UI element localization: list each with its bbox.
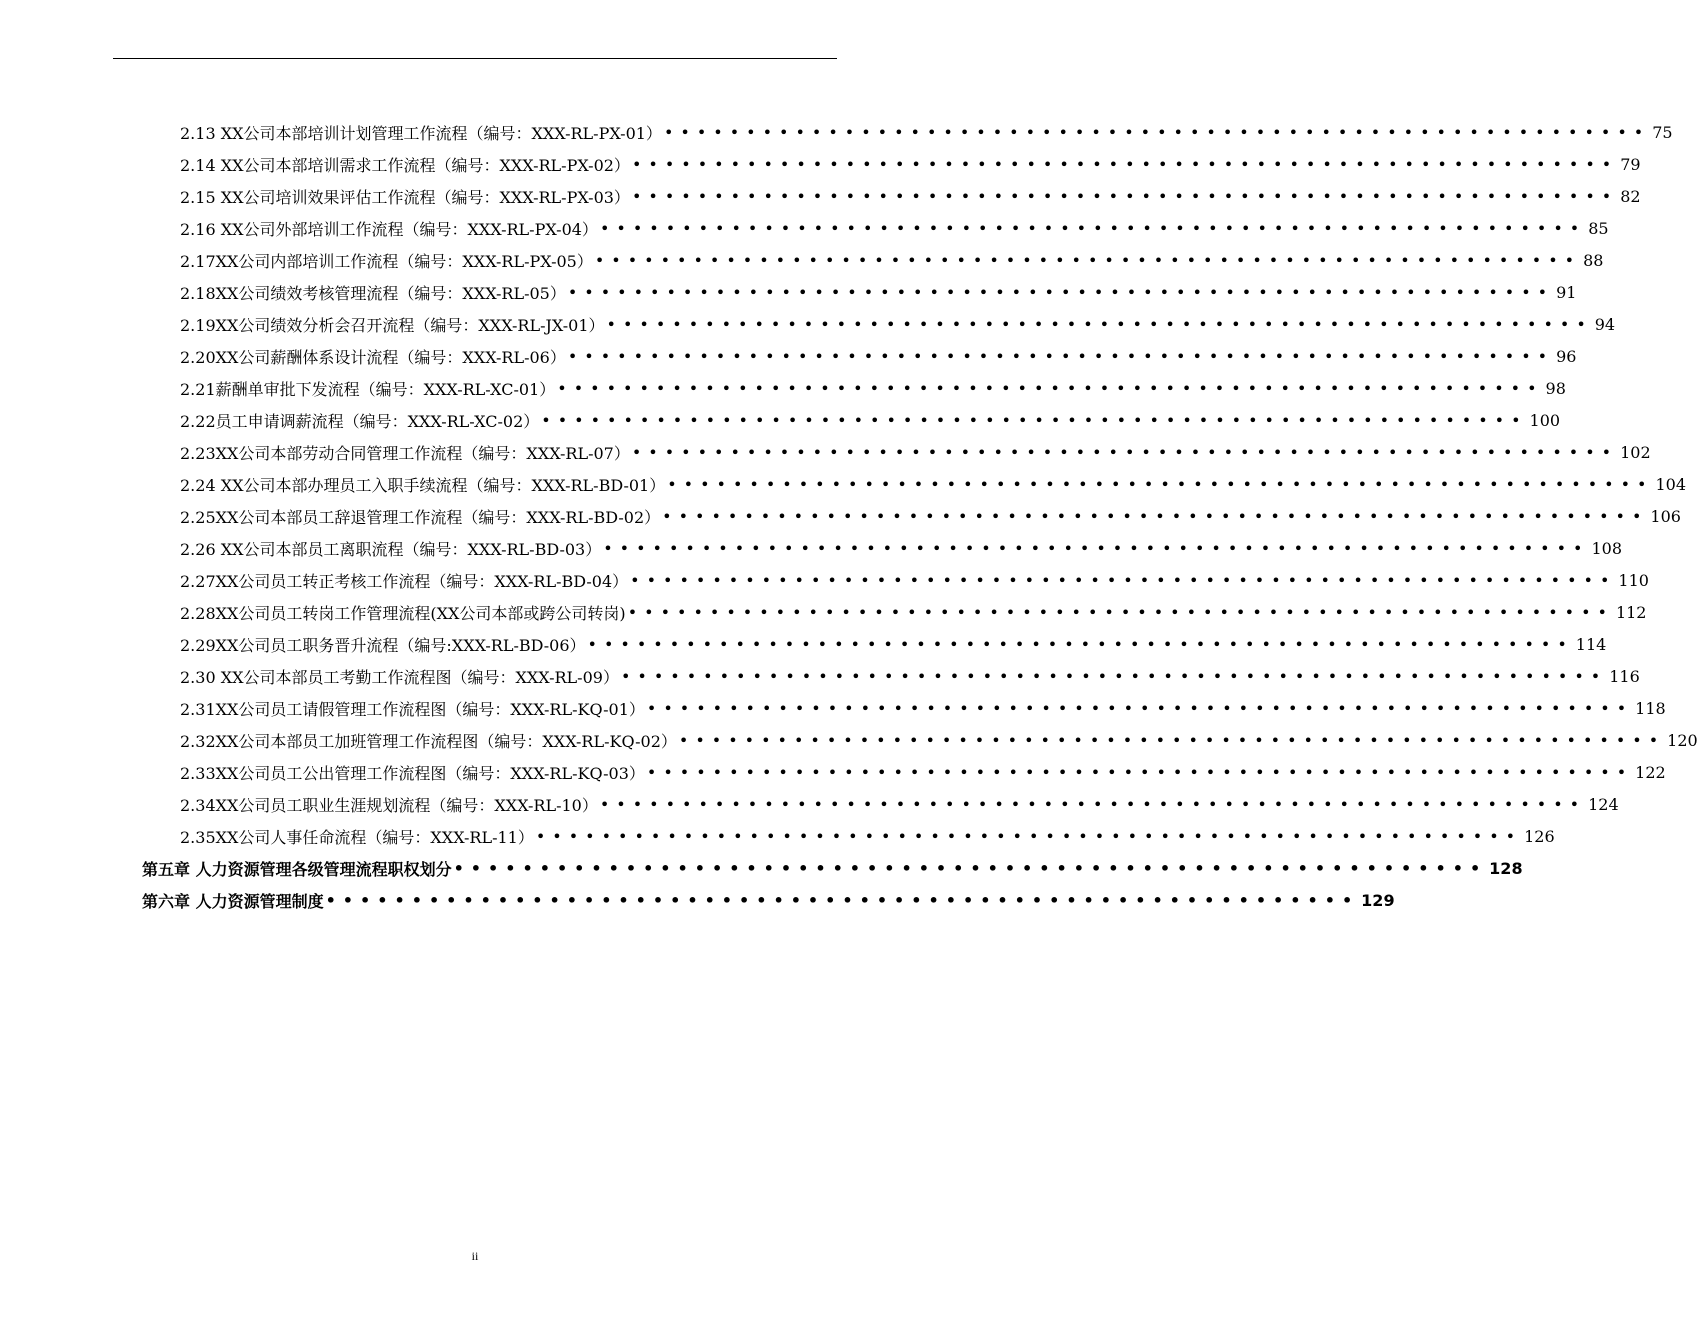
toc-page-number: 79 xyxy=(1620,154,1641,174)
toc-page-number: 75 xyxy=(1652,122,1673,142)
toc-entry-title: 2.19XX公司绩效分析会召开流程（编号：XXX-RL-JX-01） xyxy=(180,315,605,335)
toc-page-number: 118 xyxy=(1635,698,1666,718)
toc-entry[interactable] xyxy=(0,404,1561,436)
toc-dot-leader: •••••••••••••••••••••••••••••••••••••••••••••••••••••••••••• xyxy=(627,602,1614,622)
toc-entry-line xyxy=(180,404,1561,436)
toc-chapter-entry[interactable] xyxy=(0,884,1395,916)
toc-dot-leader: •••••••••••••••••••••••••••••••••••••••••••••••••••••••••••• xyxy=(535,826,1523,846)
toc-entry-title: 2.34XX公司员工职业生涯规划流程（编号：XXX-RL-10） xyxy=(180,795,598,815)
toc-page-number: 104 xyxy=(1655,474,1687,494)
toc-entry-line xyxy=(180,756,1666,788)
toc-page-number: 94 xyxy=(1594,314,1616,334)
toc-entry-title: 2.24 XX公司本部办理员工入职手续流程（编号：XXX-RL-BD-01） xyxy=(180,475,666,495)
toc-dot-leader: •••••••••••••••••••••••••••••••••••••••••••••••••••••••••••• xyxy=(631,186,1619,206)
toc-entry-title: 2.33XX公司员工公出管理工作流程图（编号：XXX-RL-KQ-03） xyxy=(180,763,645,783)
toc-entry-title: 第六章 人力资源管理制度 xyxy=(142,891,324,911)
toc-entry-title: 2.31XX公司员工请假管理工作流程图（编号：XXX-RL-KQ-01） xyxy=(180,699,645,719)
toc-entry-title: 2.15 XX公司培训效果评估工作流程（编号：XXX-RL-PX-03） xyxy=(180,187,630,207)
toc-dot-leader: •••••••••••••••••••••••••••••••••••••••••••••••••••••••••••• xyxy=(646,762,1634,782)
toc-dot-leader: •••••••••••••••••••••••••••••••••••••••••••••••••••••••••••• xyxy=(678,730,1666,750)
toc-entry[interactable] xyxy=(0,308,1616,340)
toc-dot-leader: •••••••••••••••••••••••••••••••••••••••••••••••••••••••••••• xyxy=(594,250,1582,270)
toc-dot-leader: •••••••••••••••••••••••••••••••••••••••••••••••••••••••••••• xyxy=(567,346,1555,366)
toc-entry-line xyxy=(180,148,1641,180)
toc-entry-line xyxy=(180,628,1607,660)
toc-entry[interactable] xyxy=(0,756,1666,788)
toc-entry[interactable] xyxy=(0,468,1687,500)
toc-page-number: 88 xyxy=(1583,250,1604,270)
toc-entry[interactable] xyxy=(0,564,1649,596)
toc-entry-title: 2.16 XX公司外部培训工作流程（编号：XXX-RL-PX-04） xyxy=(180,219,598,239)
toc-chapter-entry[interactable] xyxy=(0,852,1523,884)
toc-page-number: 110 xyxy=(1618,570,1649,590)
toc-entry[interactable] xyxy=(0,244,1604,276)
toc-page-number: 96 xyxy=(1556,346,1577,366)
toc-entry-line xyxy=(180,180,1641,212)
toc-entry-line xyxy=(180,212,1609,244)
toc-dot-leader: •••••••••••••••••••••••••••••••••••••••••••••••••••••••••••• xyxy=(453,858,1488,878)
toc-dot-leader: •••••••••••••••••••••••••••••••••••••••••••••••••••••••••••• xyxy=(603,538,1590,558)
toc-dot-leader: •••••••••••••••••••••••••••••••••••••••••••••••••••••••••••• xyxy=(646,698,1634,718)
toc-entry-title: 2.14 XX公司本部培训需求工作流程（编号：XXX-RL-PX-02） xyxy=(180,155,630,175)
toc-page-number: 126 xyxy=(1524,826,1555,846)
toc-entry-line xyxy=(180,788,1619,820)
toc-entry-title: 2.30 XX公司本部员工考勤工作流程图（编号：XXX-RL-09） xyxy=(180,667,619,687)
toc-dot-leader: •••••••••••••••••••••••••••••••••••••••••••••••••••••••••••• xyxy=(630,570,1617,590)
toc-dot-leader: •••••••••••••••••••••••••••••••••••••••••••••••••••••••••••• xyxy=(325,890,1360,910)
toc-entry-line xyxy=(180,340,1577,372)
toc-entry[interactable] xyxy=(0,340,1577,372)
toc-entry-line xyxy=(180,372,1566,404)
toc-page-number: 120 xyxy=(1667,730,1698,750)
toc-entry-title: 2.17XX公司内部培训工作流程（编号：XXX-RL-PX-05） xyxy=(180,251,593,271)
toc-entry[interactable] xyxy=(0,788,1619,820)
toc-entry-title: 2.35XX公司人事任命流程（编号：XXX-RL-11） xyxy=(180,827,534,847)
toc-entry[interactable] xyxy=(0,212,1609,244)
toc-page-number: 116 xyxy=(1609,666,1640,686)
toc-entry-line xyxy=(142,852,1523,884)
toc-page-number: 112 xyxy=(1615,602,1647,622)
toc-entry[interactable] xyxy=(0,596,1647,628)
toc-page-number: 106 xyxy=(1650,506,1681,526)
toc-entry-line xyxy=(180,308,1616,340)
toc-entry-line xyxy=(180,244,1604,276)
toc-page-number: 114 xyxy=(1575,634,1607,654)
toc-page-number: 98 xyxy=(1545,378,1566,398)
toc-page-number: 129 xyxy=(1361,890,1395,910)
toc-entry[interactable] xyxy=(0,692,1666,724)
toc-entry-line xyxy=(180,820,1555,852)
toc-dot-leader: •••••••••••••••••••••••••••••••••••••••••••••••••••••••••••• xyxy=(631,442,1619,462)
toc-entry-line xyxy=(180,436,1651,468)
toc-entry[interactable] xyxy=(0,660,1640,692)
toc-entry-title: 2.20XX公司薪酬体系设计流程（编号：XXX-RL-06） xyxy=(180,347,566,367)
toc-entry-line xyxy=(180,724,1698,756)
toc-entry-title: 第五章 人力资源管理各级管理流程职权划分 xyxy=(142,859,452,879)
toc-entry-title: 2.21薪酬单审批下发流程（编号：XXX-RL-XC-01） xyxy=(180,379,556,399)
toc-entry-line xyxy=(180,116,1673,148)
toc-entry-title: 2.18XX公司绩效考核管理流程（编号：XXX-RL-05） xyxy=(180,283,566,303)
toc-entry-line xyxy=(180,564,1649,596)
toc-dot-leader: •••••••••••••••••••••••••••••••••••••••••••••••••••••••••••• xyxy=(541,410,1528,430)
toc-entry-line xyxy=(180,660,1640,692)
toc-entry[interactable] xyxy=(0,180,1641,212)
toc-dot-leader: •••••••••••••••••••••••••••••••••••••••••••••••••••••••••••• xyxy=(631,154,1619,174)
toc-page-number: 85 xyxy=(1588,218,1609,238)
toc-entry-title: 2.28XX公司员工转岗工作管理流程(XX公司本部或跨公司转岗) xyxy=(180,603,626,623)
toc-entry-line xyxy=(180,596,1647,628)
toc-entry[interactable] xyxy=(0,500,1681,532)
toc-entry-title: 2.22员工申请调薪流程（编号：XXX-RL-XC-02） xyxy=(180,411,540,431)
toc-entry[interactable] xyxy=(0,372,1566,404)
toc-page-number: 91 xyxy=(1556,282,1577,302)
toc-entry[interactable] xyxy=(0,820,1555,852)
toc-dot-leader: •••••••••••••••••••••••••••••••••••••••••••••••••••••••••••• xyxy=(599,794,1587,814)
toc-entry-title: 2.32XX公司本部员工加班管理工作流程图（编号：XXX-RL-KQ-02） xyxy=(180,731,677,751)
toc-entry-line xyxy=(180,468,1687,500)
toc-entry[interactable] xyxy=(0,116,1673,148)
toc-dot-leader: •••••••••••••••••••••••••••••••••••••••••••••••••••••••••••• xyxy=(557,378,1544,398)
toc-page-number: 102 xyxy=(1620,442,1651,462)
toc-entry-title: 2.13 XX公司本部培训计划管理工作流程（编号：XXX-RL-PX-01） xyxy=(180,123,662,143)
toc-entry-title: 2.29XX公司员工职务晋升流程（编号:XXX-RL-BD-06） xyxy=(180,635,586,655)
toc-entry[interactable] xyxy=(0,724,1698,756)
toc-page-number: 124 xyxy=(1588,794,1619,814)
toc-page-number: 128 xyxy=(1489,858,1523,878)
toc-entry-title: 2.25XX公司本部员工辞退管理工作流程（编号：XXX-RL-BD-02） xyxy=(180,507,661,527)
header-rule xyxy=(113,58,837,59)
toc-dot-leader: •••••••••••••••••••••••••••••••••••••••••••••••••••••••••••• xyxy=(599,218,1587,238)
toc-entry-title: 2.27XX公司员工转正考核工作流程（编号：XXX-RL-BD-04） xyxy=(180,571,629,591)
toc-entry-line xyxy=(142,884,1395,916)
toc-entry-title: 2.23XX公司本部劳动合同管理工作流程（编号：XXX-RL-07） xyxy=(180,443,630,463)
toc-dot-leader: •••••••••••••••••••••••••••••••••••••••••••••••••••••••••••• xyxy=(667,474,1654,494)
toc-entry[interactable] xyxy=(0,148,1641,180)
page-number-footer: ii xyxy=(471,1249,479,1263)
toc-page-number: 108 xyxy=(1591,538,1623,558)
toc-dot-leader: •••••••••••••••••••••••••••••••••••••••••••••••••••••••••••• xyxy=(663,122,1651,142)
toc-entry[interactable] xyxy=(0,276,1577,308)
toc-dot-leader: •••••••••••••••••••••••••••••••••••••••••••••••••••••••••••• xyxy=(567,282,1555,302)
toc-dot-leader: •••••••••••••••••••••••••••••••••••••••••••••••••••••••••••• xyxy=(587,634,1574,654)
toc-entry[interactable] xyxy=(0,628,1607,660)
toc-dot-leader: •••••••••••••••••••••••••••••••••••••••••••••••••••••••••••• xyxy=(662,506,1649,526)
toc-entry-title: 2.26 XX公司本部员工离职流程（编号：XXX-RL-BD-03） xyxy=(180,539,602,559)
toc-page-number: 100 xyxy=(1529,410,1561,430)
toc-entry-line xyxy=(180,532,1623,564)
toc-page-number: 82 xyxy=(1620,186,1641,206)
toc-dot-leader: •••••••••••••••••••••••••••••••••••••••••••••••••••••••••••• xyxy=(606,314,1593,334)
toc-entry-line xyxy=(180,500,1681,532)
toc-entry[interactable] xyxy=(0,532,1623,564)
toc-entry-line xyxy=(180,692,1666,724)
toc-entry[interactable] xyxy=(0,436,1651,468)
toc-page-number: 122 xyxy=(1635,762,1666,782)
toc-dot-leader: •••••••••••••••••••••••••••••••••••••••••••••••••••••••••••• xyxy=(620,666,1608,686)
toc-entry-line xyxy=(180,276,1577,308)
